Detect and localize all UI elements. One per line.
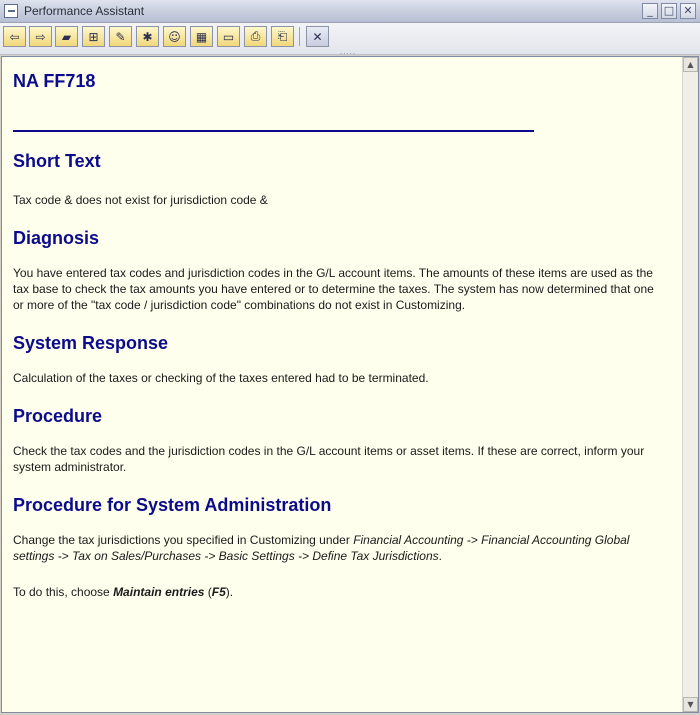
close-help-icon[interactable]: ✕ [306,26,329,47]
document-id: NA FF718 [13,71,96,91]
print-preview-icon[interactable]: ⎙ [244,26,267,47]
procedure-body: Check the tax codes and the jurisdiction codes in the G/L account items or asset items. If these are correct, inform your system administrator. [13,444,645,474]
scroll-down-icon[interactable]: ▼ [683,697,698,712]
vertical-scrollbar[interactable] [682,57,698,712]
system-response-heading: System Response [13,333,169,353]
section-admin-procedure [13,495,682,600]
window-title: Performance Assistant [24,4,145,18]
title-bar [0,0,700,23]
scroll-up-icon[interactable]: ▲ [683,57,698,72]
note-icon[interactable]: ▭ [217,26,240,47]
minimize-icon[interactable]: _ [642,3,658,19]
close-icon[interactable]: ✕ [680,3,696,19]
section-short-text [13,151,682,208]
app-icon [4,4,18,18]
short-text-heading: Short Text [13,151,101,171]
title-rule [13,130,534,132]
system-response-body: Calculation of the taxes or checking of the taxes entered had to be terminated. [13,371,429,385]
diagnosis-heading: Diagnosis [13,228,100,248]
instruction-suffix: ). [225,585,234,599]
back-icon[interactable]: ⇦ [3,26,26,47]
instruction-mid: ( [204,585,212,599]
section-diagnosis [13,228,682,313]
forward-icon[interactable]: ⇨ [29,26,52,47]
section-system-response [13,333,682,386]
admin-text-suffix: . [438,549,442,563]
toolbar-separator [299,27,300,46]
maintain-entries-link[interactable]: Maintain entries [113,585,205,599]
admin-text-prefix: Change the tax jurisdictions you specified in Customizing under [13,533,354,547]
technical-info-icon[interactable]: ✱ [136,26,159,47]
admin-procedure-heading: Procedure for System Administration [13,495,332,515]
diagnosis-body: You have entered tax codes and jurisdiction codes in the G/L account items. The amounts of these items are used as the tax base to check the tax amounts you have entered or to determine the taxes. The system has now determined that one or more of the "tax code / jurisdiction code" combinations do not exist in Customizing. [13,266,654,312]
gripper-icon[interactable]: ..... [340,47,357,56]
table-icon[interactable]: ▦ [190,26,213,47]
customizing-path-link[interactable]: Financial Accounting -> Financial Accounting Global settings -> Tax on Sales/Purchases -> Basic Settings -> Define Tax Jurisdictions [13,533,630,563]
print-icon[interactable]: ⎗ [271,26,294,47]
help-content-frame [1,56,699,713]
people-icon[interactable]: ☺ [163,26,186,47]
maximize-icon[interactable]: □ [661,3,677,19]
book-icon[interactable]: ▰ [55,26,78,47]
short-text-body: Tax code & does not exist for jurisdiction code & [13,193,268,207]
f5-key-label: F5 [211,585,226,599]
structure-icon[interactable]: ⊞ [82,26,105,47]
instruction-prefix: To do this, choose [13,585,114,599]
procedure-heading: Procedure [13,406,103,426]
admin-procedure-body [13,532,658,564]
edit-icon[interactable]: ✎ [109,26,132,47]
toolbar [0,23,700,55]
admin-procedure-instruction [13,584,658,600]
section-procedure [13,406,682,475]
help-document [2,57,682,712]
